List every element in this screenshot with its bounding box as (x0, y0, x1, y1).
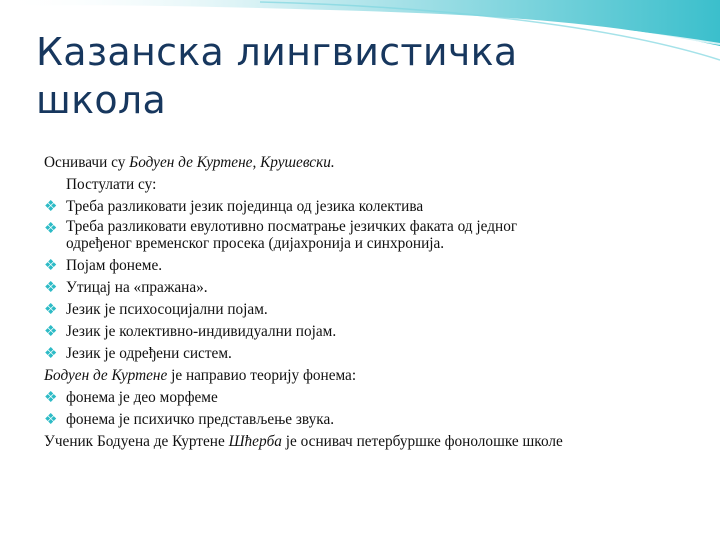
slide-body (44, 152, 684, 453)
list-item: ❖ Утицај на «пражана». (44, 277, 684, 299)
bullet-icon: ❖ (44, 346, 58, 362)
list-item: ❖ Језик је психосоцијални појам. (44, 299, 684, 321)
bullet-icon: ❖ (44, 221, 58, 237)
list-item: ❖ Језик је колективно-индивидуални појам. (44, 321, 684, 343)
list-item: ❖ фонема је део морфеме (44, 387, 684, 409)
title-line-2: школа (36, 78, 167, 122)
bullet-icon: ❖ (44, 390, 58, 406)
bullet-icon: ❖ (44, 302, 58, 318)
theory-line: Бодуен де Куртене је направио теорију фонема: (44, 367, 357, 384)
bullet-icon: ❖ (44, 412, 58, 428)
postulates-label: Постулати су: (66, 176, 157, 193)
list-item: ❖ фонема је психичко представљење звука. (44, 409, 684, 431)
bullet-icon: ❖ (44, 324, 58, 340)
bullet-icon: ❖ (44, 258, 58, 274)
slide-title (36, 28, 676, 124)
list-item: ❖ Треба разликовати језик појединца од језика колектива (44, 196, 684, 218)
list-item: ❖ Треба разликовати евулотивно посматрање језичких факата од једног одређеног временског просека (дијахронија и синхронија. (44, 218, 518, 252)
founders-line: Оснивачи су Бодуен де Куртене, Крушевски. (44, 154, 335, 171)
title-line-1: Казанска лингвистичка (36, 30, 518, 74)
bullet-icon: ❖ (44, 199, 58, 215)
list-item: ❖ Језик је одређени систем. (44, 343, 684, 365)
bullet-icon: ❖ (44, 280, 58, 296)
list-item: ❖ Појам фонеме. (44, 255, 684, 277)
student-line: Ученик Бодуена де Куртене Шћерба је оснивач петербуршке фонолошке школе (44, 433, 563, 450)
